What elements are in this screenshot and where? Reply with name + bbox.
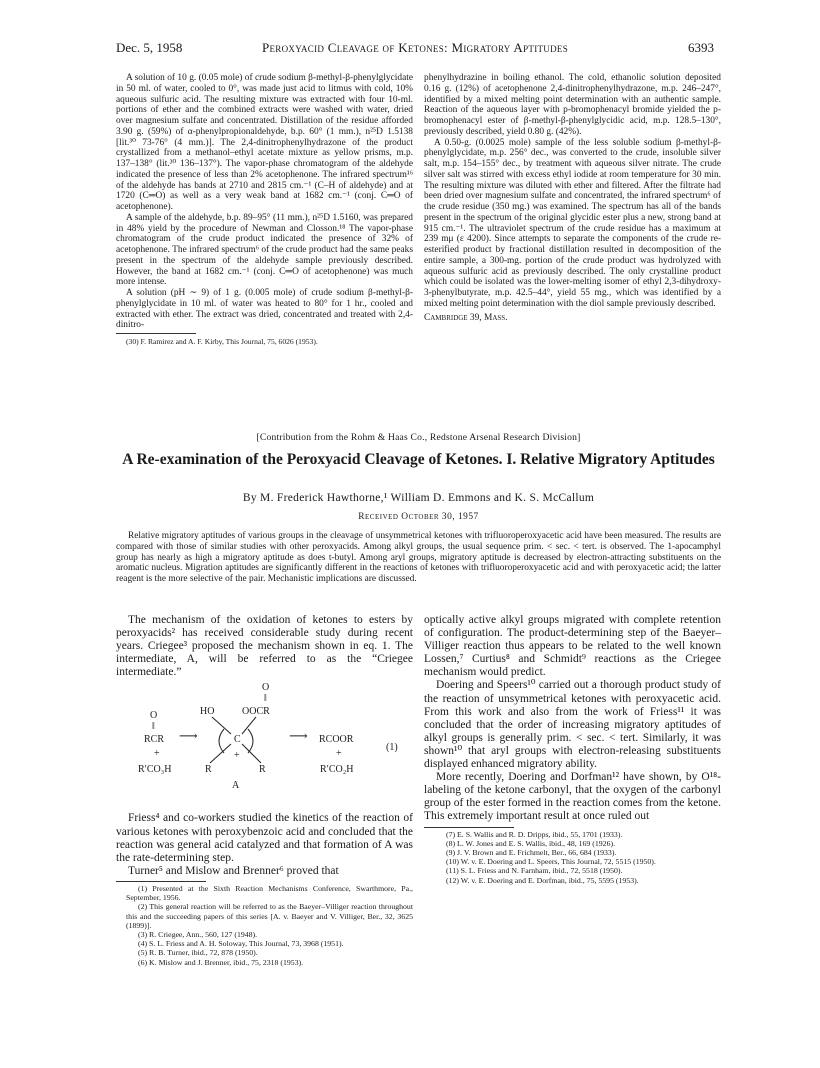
author-line: By M. Frederick Hawthorne,¹ William D. Emmons and K. S. McCallum [242, 492, 595, 504]
footnote: (6) K. Mislow and J. Brenner, ibid., 75, 2318 (1953). [138, 957, 304, 967]
top-right-column [424, 73, 721, 323]
footnote: (3) R. Criegee, Ann., 560, 127 (1948). [138, 929, 258, 939]
scheme-arrow-2: ⟶ [289, 728, 308, 744]
footnote: (10) W. v. E. Doering and L. Speers, This Journal, 72, 5515 (1950). [446, 857, 656, 867]
article-title: A Re-examination of the Peroxyacid Cleavage of Ketones. I. Relative Migratory Aptitudes [122, 451, 715, 468]
body-paragraph: Friess⁴ and co-workers studied the kinetics of the reaction of various ketones with peroxybenzoic acid and concluded that the reaction was general acid catalyzed and that formation of A was the rate-determining step. [116, 812, 413, 864]
experimental-paragraph: A solution (pH ∼ 9) of 1 g. (0.005 mole) of crude sodium β-methyl-β-phenylglycidate in 10 ml. of water was heated to 80° for 1 hr., cooled and extracted with ether. The extract was dried, concentrated and treated with 2,4-dinitro- [116, 288, 413, 331]
scheme-oocr: OOCR [242, 706, 270, 718]
footnote-rule [116, 333, 196, 334]
footnote: (12) W. v. E. Doering and E. Dorfman, ibid., 75, 5595 (1953). [446, 875, 639, 885]
footnote-30: (30) F. Ramirez and A. F. Kirby, This Journal, 75, 6026 (1953). [126, 337, 318, 346]
scheme-label-a: A [232, 780, 240, 792]
body-paragraph: optically active alkyl groups migrated with complete retention of configuration. The product-determining step of the Baeyer–Villiger reaction thus appears to be related to the well known Lossen,⁷ Curtius⁸ and Schmidt⁹ reactions as the Criegee mechanism would predict. [424, 614, 721, 679]
scheme-arrow-1: ⟶ [179, 728, 198, 744]
footnote: (4) S. L. Friess and A. H. Soloway, This Journal, 73, 3968 (1951). [138, 939, 344, 949]
scheme-c: C [234, 734, 241, 746]
page-number: 6393 [688, 40, 714, 55]
scheme-peracid: R′CO₃H [138, 764, 172, 776]
scheme-double-bond-top: ‖ [264, 693, 267, 705]
scheme-o-top: O [262, 682, 270, 694]
experimental-paragraph: A 0.50-g. (0.0025 mole) sample of the less soluble sodium β-methyl-β-phenylglycidate, m.p. 256° dec., was converted to the crude, insoluble silver salt, m.p. 154–155° dec., by treatment with aqueous silver nitrate. The crude silver salt was stirred with excess ethyl iodide at room temperature for 30 min. The resulting mixture was diluted with ether and filtered. After the filtrate had been dried over magnesium sulfate and concentrated, the infrared spectrum⁶ of the crude residue (350 mg.) was examined. The spectrum has all of the bands present in the spectrum of the original glycidic ester plus a new, strong band at 915 cm.⁻¹. The ultraviolet spectrum of the crude residue has a maximum at 239 mμ (ε 4200). Since attempts to separate the components of the crude re-esterified product by fractional distillation resulted in decomposition of the entire sample, a 300-mg. portion of the crude product was hydrolyzed with aqueous sulfuric acid as previously described. The only crystalline product which could be isolated was the lower-melting isomer of ethyl 2,3-dihydroxy-3-phenylbutyrate, m.p. 42.5–44°, yield 55 mg., which was identified by a mixed melting point determination with the diol sample previously described. [424, 137, 721, 309]
scheme-r-right: R [259, 764, 266, 776]
footnote: (11) S. L. Friess and N. Farnham, ibid., 72, 5518 (1950). [446, 866, 623, 876]
body-paragraph: Turner⁵ and Mislow and Brenner⁶ proved that [128, 864, 339, 877]
header-date: Dec. 5, 1958 [116, 40, 183, 55]
scheme-o-left: O [150, 710, 158, 722]
contribution-line: [Contribution from the Rohm & Haas Co., Redstone Arsenal Research Division] [256, 432, 581, 443]
footnote: (7) E. S. Wallis and R. D. Dripps, ibid., 55, 1701 (1933). [446, 829, 623, 839]
experimental-paragraph: A solution of 10 g. (0.05 mole) of crude sodium β-methyl-β-phenylglycidate in 50 ml. of water, cooled to 0°, was made just acid to litmus with cold, 10% aqueous sulfuric acid. The resulting mixture was extracted with four 10-ml. portions of ether and the combined extracts were washed with water, dried over magnesium sulfate and concentrated. Distillation of the residue afforded 3.90 g. (59%) of α-phenylpropionaldehyde, b.p. 60° (1 mm.), n²⁵D 1.5138 [lit.³⁰ 73-76° (4 mm.)]. The 2,4-dinitrophenylhydrazone of the product crystallized from a methanol–ethyl acetate mixture as yellow prisms, m.p. 137–138° (lit.³⁰ 136–137°). The vapor-phase chromatogram of the aldehyde indicated the presence of less than 2% acetophenone. The infrared spectrum¹⁶ of the aldehyde has bands at 2710 and 2815 cm.⁻¹ (C–H of aldehyde) and at 1720 (C═O) as well as a very weak band at 1682 cm.⁻¹ (conj. C═O of acetophenone). [116, 73, 413, 212]
scheme-bonds [116, 679, 413, 812]
page-header [116, 40, 714, 56]
scheme-r-left: R [205, 764, 212, 776]
footnote: (5) R. B. Turner, ibid., 72, 878 (1950). [138, 948, 258, 958]
body-paragraph: More recently, Doering and Dorfman¹² have shown, by O¹⁸-labeling of the ketone carbonyl, that the oxygen of the carbonyl group of the ester formed in the reaction comes from the ketone. This extremely important result at once ruled out [424, 771, 721, 823]
scheme-rcr: RCR [144, 734, 165, 746]
experimental-paragraph: A sample of the aldehyde, b.p. 89–95° (11 mm.), n²⁵D 1.5160, was prepared in 48% yield by the procedure of Newman and Closson.¹⁸ The vapor-phase chromatogram of the crude product indicated the presence of 32% of acetophenone. The infrared spectrum⁶ of the crude product had the same peaks present in the spectrum of the aldehyde sample previously described. However, the band at 1682 cm.⁻¹ (conj. C═O of acetophenone) was much more intense. [116, 212, 413, 288]
scheme-plus-left: + [154, 748, 160, 760]
body-paragraph: Doering and Speers¹⁰ carried out a thorough product study of the reaction of unsymmetrical ketones with peroxyacetic acid. From this work and also from the work of Friess¹¹ it was concluded that the order of increasing migratory aptitudes of alkyl groups is generally prim. < sec. < tert. Similarly, it was shown¹⁰ that aryl groups with electron-releasing substituents displayed enhanced migratory ability. [424, 679, 721, 771]
location-line: Cambridge 39, Mass. [424, 312, 508, 323]
body-right-column [424, 614, 721, 885]
footnote-rule [424, 827, 514, 828]
received-date: Received October 30, 1957 [358, 512, 479, 522]
body-left-column [116, 614, 413, 967]
experimental-paragraph: phenylhydrazine in boiling ethanol. The cold, ethanolic solution deposited 0.16 g. (12%) of acetophenone 2,4-dinitrophenylhydrazone, m.p. 246–247°, identified by a mixed melting point determination with an authentic sample. Reaction of the aqueous layer with p-bromophenacyl bromide yielded the p-bromophenacyl ester of β-methyl-β-phenylglycidic acid, m.p. 128.5–130°, previously described, yield 0.80 g. (42%). [424, 73, 721, 137]
footnote: (2) This general reaction will be referred to as the Baeyer–Villiger reaction throughout this and the succeeding papers of this series [A. v. Baeyer and V. Villiger, Ber., 32, 3625 (1899)]. [126, 902, 413, 930]
scheme-double-bond-left: ‖ [152, 721, 155, 733]
footnote: (9) J. V. Brown and E. Frichmelt, Ber., 66, 684 (1933). [446, 847, 617, 857]
footnote: (8) L. W. Jones and E. S. Wallis, ibid., 48, 169 (1926). [446, 838, 616, 848]
equation-number: (1) [386, 742, 398, 754]
body-paragraph: The mechanism of the oxidation of ketones to esters by peroxyacids² has received considerable study during recent years. Criegee³ proposed the mechanism shown in eq. 1. The intermediate, A, will be referred to as the “Criegee intermediate.” [116, 614, 413, 679]
scheme-plus-center: + [234, 750, 240, 762]
scheme-plus-right: + [336, 748, 342, 760]
scheme-rcoor: RCOOR [319, 734, 354, 746]
running-title: Peroxyacid Cleavage of Ketones: Migratory Aptitudes [261, 40, 569, 55]
footnote: (1) Presented at the Sixth Reaction Mechanisms Conference, Swarthmore, Pa., September, 1956. [126, 883, 413, 903]
scheme-acid: R′CO₂H [320, 764, 354, 776]
abstract: Relative migratory aptitudes of various groups in the cleavage of unsymmetrical ketones with trifluoroperoxyacetic acid have been measured. The results are compared with those of similar studies with other peroxyacids. Among alkyl groups, the usual sequence prim. < sec. < tert. is observed. The 1-apocamphyl group has nearly as high a migratory aptitude as does t-butyl. Among aryl groups, migratory aptitude is decreased by electron-attracting substituents on the aromatic nucleus. Migration aptitudes are significantly different in the reactions of ketones with trifluoroperoxyacetic acid and with peroxyacetic acid; the latter reagent is the more selective of the pair. Mechanistic implications are discussed. [116, 531, 721, 585]
top-left-column [116, 73, 413, 347]
scheme-ho: HO [200, 706, 215, 718]
criegee-scheme [116, 679, 413, 812]
footnote-rule [116, 881, 206, 882]
